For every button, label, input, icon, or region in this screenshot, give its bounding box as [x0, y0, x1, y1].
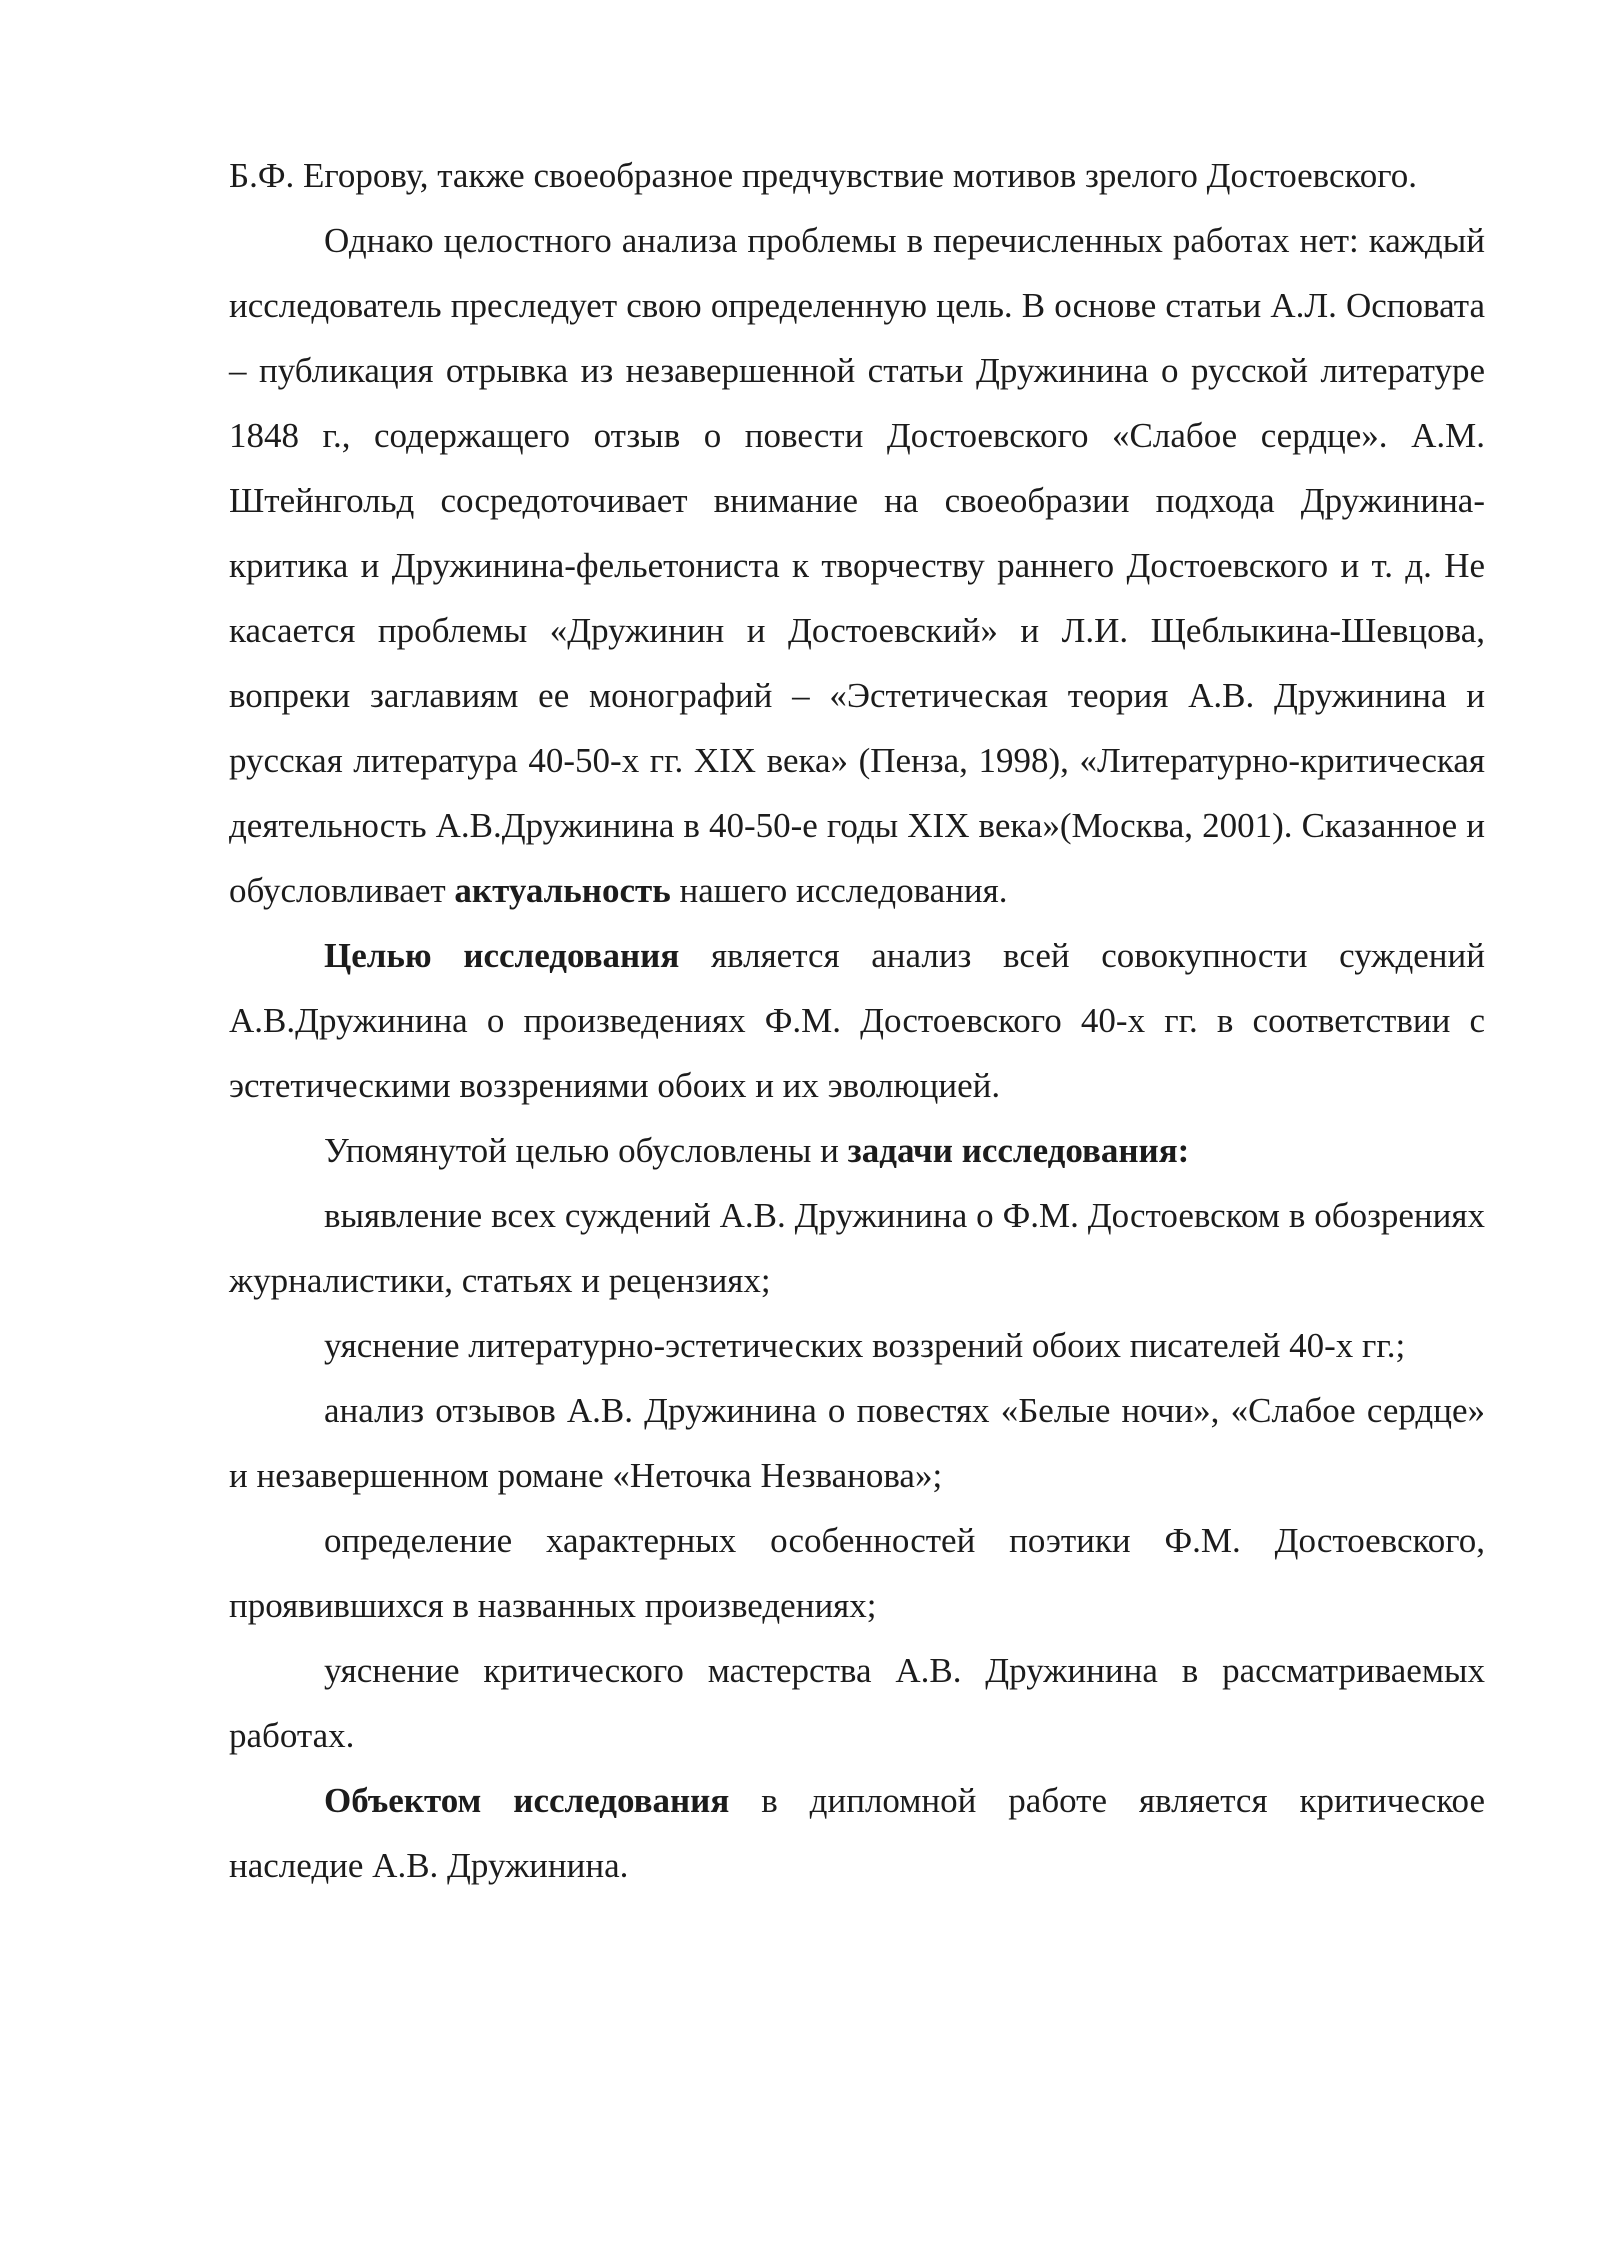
text-run: уяснение критического мастерства А.В. Дружинина в рассматриваемых работах. — [229, 1651, 1485, 1755]
term-research-goal: Целью исследования — [324, 936, 680, 975]
text-run: выявление всех суждений А.В. Дружинина о Ф.М. Достоевском в обозрениях журналистики, статьях и рецензиях; — [229, 1196, 1485, 1300]
task-item — [229, 1313, 1485, 1378]
text-run: уяснение литературно-эстетических воззрений обоих писателей 40-х гг.; — [324, 1326, 1406, 1365]
term-research-object: Объектом исследования — [324, 1781, 730, 1820]
task-item — [229, 1183, 1485, 1313]
text-run: нашего исследования. — [670, 871, 1008, 910]
task-item — [229, 1638, 1485, 1768]
paragraph-tasks-intro — [229, 1118, 1485, 1183]
paragraph-research-goal — [229, 923, 1485, 1118]
paragraph-research-object — [229, 1768, 1485, 1898]
text-run: Упомянутой целью обусловлены и — [324, 1131, 848, 1170]
term-relevance: актуальность — [454, 871, 671, 910]
text-run: анализ отзывов А.В. Дружинина о повестях «Белые ночи», «Слабое сердце» и незавершенном романе «Неточка Незванова»; — [229, 1391, 1485, 1495]
text-run: в дипломной работе является критическое наследие А.В. Дружинина. — [229, 1781, 1486, 1885]
text-run: определение характерных особенностей поэтики Ф.М. Достоевского, проявившихся в названных произведениях; — [229, 1521, 1485, 1625]
paragraph-continuation — [229, 143, 1485, 208]
paragraph-literature-review — [229, 208, 1485, 923]
document-page — [229, 143, 1485, 1898]
term-research-tasks: задачи исследования: — [847, 1131, 1190, 1170]
task-item — [229, 1508, 1485, 1638]
task-item — [229, 1378, 1485, 1508]
text-run: является анализ всей совокупности суждений А.В.Дружинина о произведениях Ф.М. Достоевского 40-х гг. в соответствии с эстетическими воззрениями обоих и их эволюцией. — [229, 936, 1485, 1105]
text-run: Б.Ф. Егорову, также своеобразное предчувствие мотивов зрелого Достоевского. — [229, 156, 1417, 195]
text-run: Однако целостного анализа проблемы в перечисленных работах нет: каждый исследователь преследует свою определенную цель. В основе статьи А.Л. Осповата – публикация отрывка из незавершенной статьи Дружинина о русской литературе 1848 г., содержащего отзыв о повести Достоевского «Слабое сердце». А.М. Штейнгольд сосредоточивает внимание на своеобразии подхода Дружинина-критика и Дружинина-фельетониста к творчеству раннего Достоевского и т. д. Не касается проблемы «Дружинин и Достоевский» и Л.И. Щеблыкина-Шевцова, вопреки заглавиям ее монографий – «Эстетическая теория А.В. Дружинина и русская литература 40-50-х гг. XIX века» (Пенза, 1998), «Литературно-критическая деятельность А.В.Дружинина в 40-50-е годы XIX века»(Москва, 2001). Сказанное и обусловливает — [229, 221, 1485, 910]
